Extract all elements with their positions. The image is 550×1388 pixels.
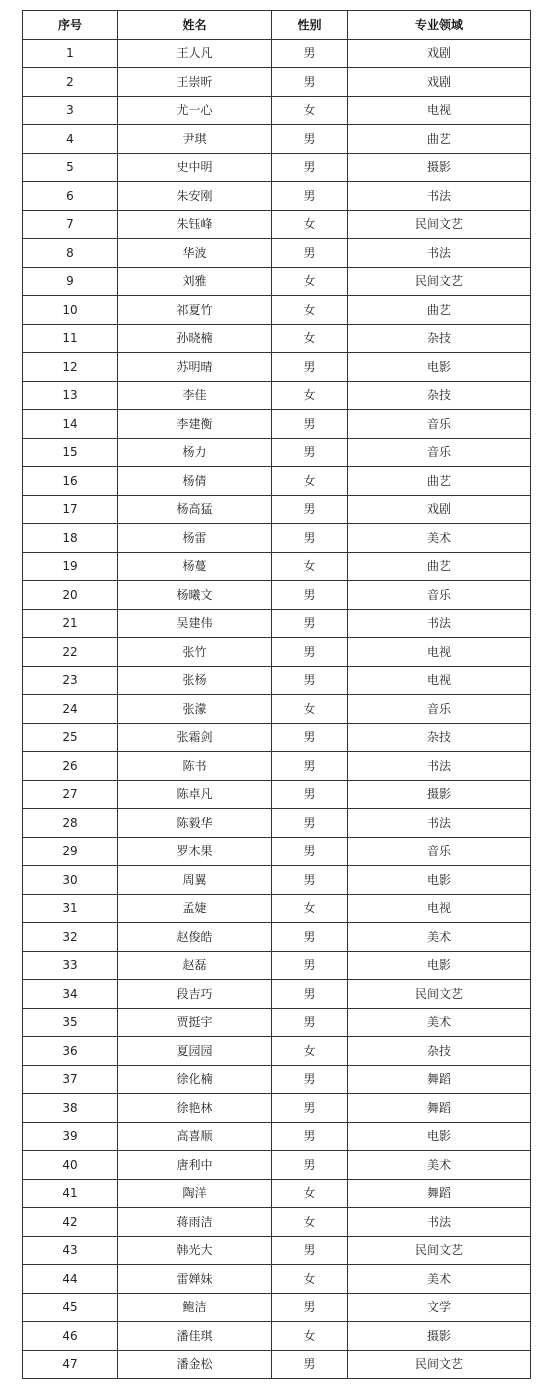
cell-field: 电视 [348, 96, 531, 125]
cell-field: 戏剧 [348, 495, 531, 524]
cell-field: 民间文艺 [348, 1236, 531, 1265]
cell-name: 贾挺宇 [118, 1008, 272, 1037]
cell-name: 徐化楠 [118, 1065, 272, 1094]
table-row [23, 1293, 531, 1322]
cell-field: 戏剧 [348, 68, 531, 97]
cell-name: 祁夏竹 [118, 296, 272, 325]
cell-name: 陶洋 [118, 1179, 272, 1208]
cell-index: 4 [23, 125, 118, 154]
table-row [23, 495, 531, 524]
cell-name: 李佳 [118, 381, 272, 410]
cell-gender: 男 [272, 752, 348, 781]
cell-gender: 女 [272, 296, 348, 325]
cell-index: 31 [23, 894, 118, 923]
cell-name: 杨高猛 [118, 495, 272, 524]
cell-name: 张濛 [118, 695, 272, 724]
table-row [23, 182, 531, 211]
table-row [23, 552, 531, 581]
cell-gender: 男 [272, 923, 348, 952]
cell-gender: 男 [272, 353, 348, 382]
table-row [23, 1265, 531, 1294]
cell-index: 6 [23, 182, 118, 211]
cell-gender: 女 [272, 1208, 348, 1237]
table-row [23, 723, 531, 752]
cell-name: 蒋雨洁 [118, 1208, 272, 1237]
cell-gender: 女 [272, 324, 348, 353]
cell-gender: 女 [272, 695, 348, 724]
cell-field: 电影 [348, 1122, 531, 1151]
cell-field: 民间文艺 [348, 210, 531, 239]
cell-gender: 男 [272, 951, 348, 980]
cell-index: 15 [23, 438, 118, 467]
cell-gender: 男 [272, 39, 348, 68]
cell-gender: 男 [272, 182, 348, 211]
table-row [23, 1179, 531, 1208]
cell-index: 19 [23, 552, 118, 581]
cell-name: 潘金松 [118, 1350, 272, 1379]
table-row [23, 125, 531, 154]
table-row [23, 894, 531, 923]
cell-field: 书法 [348, 609, 531, 638]
table-row [23, 666, 531, 695]
table-row [23, 1350, 531, 1379]
table-row [23, 1151, 531, 1180]
cell-gender: 男 [272, 1236, 348, 1265]
cell-name: 陈毅华 [118, 809, 272, 838]
cell-field: 舞蹈 [348, 1094, 531, 1123]
cell-index: 12 [23, 353, 118, 382]
table-row [23, 1122, 531, 1151]
table-row [23, 1094, 531, 1123]
cell-field: 书法 [348, 182, 531, 211]
cell-gender: 男 [272, 153, 348, 182]
cell-name: 苏明晴 [118, 353, 272, 382]
cell-gender: 女 [272, 467, 348, 496]
cell-field: 电影 [348, 866, 531, 895]
cell-field: 音乐 [348, 438, 531, 467]
table-row [23, 267, 531, 296]
cell-index: 17 [23, 495, 118, 524]
cell-field: 美术 [348, 1008, 531, 1037]
cell-index: 47 [23, 1350, 118, 1379]
table-row [23, 1008, 531, 1037]
table-row [23, 638, 531, 667]
cell-gender: 男 [272, 1008, 348, 1037]
cell-gender: 男 [272, 780, 348, 809]
cell-field: 书法 [348, 239, 531, 268]
table-row [23, 752, 531, 781]
cell-name: 孙晓楠 [118, 324, 272, 353]
cell-name: 周翼 [118, 866, 272, 895]
cell-field: 音乐 [348, 581, 531, 610]
cell-field: 美术 [348, 524, 531, 553]
cell-name: 朱安刚 [118, 182, 272, 211]
cell-name: 赵磊 [118, 951, 272, 980]
cell-field: 曲艺 [348, 125, 531, 154]
table-row [23, 837, 531, 866]
cell-field: 美术 [348, 1151, 531, 1180]
table-row [23, 695, 531, 724]
cell-gender: 女 [272, 552, 348, 581]
cell-field: 音乐 [348, 695, 531, 724]
cell-gender: 男 [272, 410, 348, 439]
cell-name: 韩光大 [118, 1236, 272, 1265]
cell-index: 42 [23, 1208, 118, 1237]
cell-index: 23 [23, 666, 118, 695]
cell-name: 张竹 [118, 638, 272, 667]
cell-index: 35 [23, 1008, 118, 1037]
cell-gender: 男 [272, 1065, 348, 1094]
header-name: 姓名 [118, 11, 272, 40]
cell-gender: 女 [272, 96, 348, 125]
cell-gender: 女 [272, 267, 348, 296]
table-row [23, 239, 531, 268]
cell-gender: 女 [272, 1322, 348, 1351]
cell-index: 36 [23, 1037, 118, 1066]
cell-name: 张霜剑 [118, 723, 272, 752]
cell-gender: 男 [272, 1350, 348, 1379]
cell-index: 7 [23, 210, 118, 239]
cell-name: 潘佳琪 [118, 1322, 272, 1351]
cell-gender: 男 [272, 1293, 348, 1322]
cell-field: 书法 [348, 809, 531, 838]
cell-index: 33 [23, 951, 118, 980]
cell-name: 杨蔓 [118, 552, 272, 581]
cell-field: 美术 [348, 1265, 531, 1294]
cell-gender: 女 [272, 1037, 348, 1066]
table-row [23, 1322, 531, 1351]
cell-field: 舞蹈 [348, 1179, 531, 1208]
cell-field: 戏剧 [348, 39, 531, 68]
cell-name: 徐艳林 [118, 1094, 272, 1123]
table-header [23, 11, 531, 40]
table-row [23, 1065, 531, 1094]
cell-index: 11 [23, 324, 118, 353]
cell-field: 电影 [348, 353, 531, 382]
cell-field: 曲艺 [348, 552, 531, 581]
cell-name: 唐利中 [118, 1151, 272, 1180]
header-field: 专业领域 [348, 11, 531, 40]
header-index: 序号 [23, 11, 118, 40]
cell-field: 杂技 [348, 381, 531, 410]
cell-gender: 男 [272, 1094, 348, 1123]
table-row [23, 210, 531, 239]
cell-gender: 男 [272, 581, 348, 610]
member-table [22, 10, 531, 1379]
cell-gender: 男 [272, 68, 348, 97]
cell-name: 华波 [118, 239, 272, 268]
cell-index: 30 [23, 866, 118, 895]
table-row [23, 467, 531, 496]
cell-field: 民间文艺 [348, 267, 531, 296]
cell-name: 尤一心 [118, 96, 272, 125]
cell-gender: 男 [272, 666, 348, 695]
cell-index: 20 [23, 581, 118, 610]
table-row [23, 1208, 531, 1237]
cell-gender: 男 [272, 866, 348, 895]
cell-gender: 男 [272, 723, 348, 752]
cell-index: 28 [23, 809, 118, 838]
cell-field: 曲艺 [348, 296, 531, 325]
table-row [23, 39, 531, 68]
cell-field: 杂技 [348, 1037, 531, 1066]
table-row [23, 980, 531, 1009]
cell-name: 朱钰峰 [118, 210, 272, 239]
cell-gender: 男 [272, 980, 348, 1009]
cell-name: 杨力 [118, 438, 272, 467]
cell-index: 3 [23, 96, 118, 125]
cell-index: 8 [23, 239, 118, 268]
cell-index: 39 [23, 1122, 118, 1151]
cell-name: 罗木果 [118, 837, 272, 866]
cell-field: 电视 [348, 666, 531, 695]
cell-gender: 女 [272, 1179, 348, 1208]
cell-name: 尹琪 [118, 125, 272, 154]
table-row [23, 609, 531, 638]
table-row [23, 410, 531, 439]
cell-index: 43 [23, 1236, 118, 1265]
table-row [23, 68, 531, 97]
cell-index: 27 [23, 780, 118, 809]
cell-index: 37 [23, 1065, 118, 1094]
table-row [23, 866, 531, 895]
cell-name: 段吉巧 [118, 980, 272, 1009]
cell-index: 34 [23, 980, 118, 1009]
cell-name: 孟婕 [118, 894, 272, 923]
cell-gender: 女 [272, 1265, 348, 1294]
cell-name: 史中明 [118, 153, 272, 182]
cell-name: 吴建伟 [118, 609, 272, 638]
cell-field: 书法 [348, 752, 531, 781]
cell-field: 曲艺 [348, 467, 531, 496]
table-row [23, 153, 531, 182]
cell-name: 王人凡 [118, 39, 272, 68]
table-row [23, 381, 531, 410]
table-row [23, 780, 531, 809]
cell-index: 10 [23, 296, 118, 325]
cell-field: 电影 [348, 951, 531, 980]
table-row [23, 581, 531, 610]
cell-gender: 女 [272, 894, 348, 923]
cell-index: 32 [23, 923, 118, 952]
cell-field: 摄影 [348, 1322, 531, 1351]
cell-gender: 男 [272, 837, 348, 866]
cell-name: 杨曦文 [118, 581, 272, 610]
cell-field: 美术 [348, 923, 531, 952]
cell-index: 45 [23, 1293, 118, 1322]
cell-field: 杂技 [348, 324, 531, 353]
table-row [23, 1236, 531, 1265]
cell-index: 24 [23, 695, 118, 724]
table-body [23, 39, 531, 1379]
cell-name: 夏园园 [118, 1037, 272, 1066]
table-row [23, 324, 531, 353]
cell-field: 民间文艺 [348, 1350, 531, 1379]
header-gender: 性别 [272, 11, 348, 40]
cell-index: 41 [23, 1179, 118, 1208]
cell-name: 鲍洁 [118, 1293, 272, 1322]
cell-field: 杂技 [348, 723, 531, 752]
cell-name: 刘雅 [118, 267, 272, 296]
table-row [23, 524, 531, 553]
cell-name: 张杨 [118, 666, 272, 695]
cell-gender: 女 [272, 381, 348, 410]
table-row [23, 296, 531, 325]
cell-field: 音乐 [348, 837, 531, 866]
cell-index: 18 [23, 524, 118, 553]
cell-index: 2 [23, 68, 118, 97]
cell-index: 16 [23, 467, 118, 496]
table-row [23, 951, 531, 980]
cell-gender: 男 [272, 524, 348, 553]
cell-field: 书法 [348, 1208, 531, 1237]
cell-field: 舞蹈 [348, 1065, 531, 1094]
cell-field: 音乐 [348, 410, 531, 439]
cell-index: 5 [23, 153, 118, 182]
table-row [23, 353, 531, 382]
table-row [23, 923, 531, 952]
table-row [23, 809, 531, 838]
cell-index: 40 [23, 1151, 118, 1180]
cell-index: 21 [23, 609, 118, 638]
cell-name: 杨倩 [118, 467, 272, 496]
cell-gender: 男 [272, 609, 348, 638]
cell-gender: 男 [272, 809, 348, 838]
cell-field: 摄影 [348, 153, 531, 182]
cell-field: 摄影 [348, 780, 531, 809]
table-row [23, 438, 531, 467]
cell-gender: 男 [272, 125, 348, 154]
table-row [23, 96, 531, 125]
cell-index: 29 [23, 837, 118, 866]
cell-gender: 女 [272, 210, 348, 239]
cell-name: 陈书 [118, 752, 272, 781]
cell-index: 9 [23, 267, 118, 296]
cell-name: 陈卓凡 [118, 780, 272, 809]
table-row [23, 1037, 531, 1066]
cell-gender: 男 [272, 1151, 348, 1180]
cell-index: 1 [23, 39, 118, 68]
header-row [23, 11, 531, 40]
cell-index: 25 [23, 723, 118, 752]
cell-name: 雷婵妹 [118, 1265, 272, 1294]
cell-gender: 男 [272, 638, 348, 667]
cell-field: 文学 [348, 1293, 531, 1322]
cell-field: 电视 [348, 638, 531, 667]
cell-index: 46 [23, 1322, 118, 1351]
cell-name: 赵俊皓 [118, 923, 272, 952]
cell-gender: 男 [272, 1122, 348, 1151]
cell-field: 电视 [348, 894, 531, 923]
cell-name: 高喜顺 [118, 1122, 272, 1151]
cell-gender: 男 [272, 239, 348, 268]
cell-index: 14 [23, 410, 118, 439]
cell-gender: 男 [272, 495, 348, 524]
cell-name: 杨雷 [118, 524, 272, 553]
cell-name: 王崇昕 [118, 68, 272, 97]
cell-index: 38 [23, 1094, 118, 1123]
cell-name: 李建衡 [118, 410, 272, 439]
cell-index: 44 [23, 1265, 118, 1294]
cell-index: 13 [23, 381, 118, 410]
cell-index: 22 [23, 638, 118, 667]
cell-field: 民间文艺 [348, 980, 531, 1009]
cell-gender: 男 [272, 438, 348, 467]
cell-index: 26 [23, 752, 118, 781]
